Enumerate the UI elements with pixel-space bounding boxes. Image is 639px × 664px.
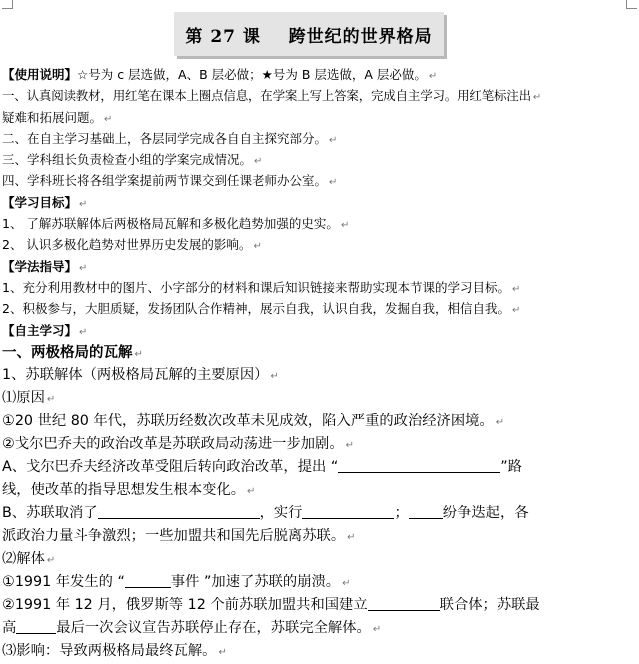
paragraph-mark-icon: ↵ bbox=[253, 241, 262, 253]
fill-line: 派政治力量斗争激烈；一些加盟共和国先后脱离苏联。 ↵ bbox=[2, 527, 356, 544]
fill-blank[interactable] bbox=[302, 504, 394, 519]
paragraph-mark-icon: ↵ bbox=[254, 156, 263, 168]
document-body bbox=[2, 64, 636, 663]
goals-header-line bbox=[2, 192, 636, 213]
fill-line: 高 最后一次会议宣告苏联停止存在，苏联完全解体。 ↵ bbox=[2, 619, 382, 636]
paragraph-mark-icon: ↵ bbox=[329, 177, 338, 189]
paragraph-mark-icon: ↵ bbox=[345, 439, 355, 451]
page-corner-mark-right bbox=[626, 0, 637, 9]
paragraph-mark-icon: ↵ bbox=[79, 326, 88, 338]
usage-item: 一、认真阅读教材，用红笔在课本上圈点信息，在学案上写上答案，完成自主学习。用红笔标注出 ↵ bbox=[2, 88, 542, 104]
paragraph-mark-icon: ↵ bbox=[104, 113, 113, 125]
goals-header: 【学习目标】 bbox=[2, 194, 78, 210]
usage-item: 二、在自主学习基础上，各层同学完成各自自主探究部分。 ↵ bbox=[2, 130, 338, 146]
usage-header: 【使用说明】 bbox=[2, 67, 78, 82]
fill-blank[interactable] bbox=[16, 619, 56, 634]
fill-line: ①1991 年发生的 “ 事件 ”加速了苏联的崩溃。 ↵ bbox=[2, 573, 351, 590]
paragraph-mark-icon: ↵ bbox=[270, 370, 279, 382]
self-study-header: 【自主学习】 bbox=[2, 322, 78, 338]
paragraph-mark-icon: ↵ bbox=[46, 393, 56, 405]
fill-line: A、戈尔巴乔夫经济改革受阻后转向政治改革，提出 “ ”路 bbox=[2, 458, 522, 475]
cause-line: ②戈尔巴乔夫的政治改革是苏联政局动荡进一步加剧。 ↵ bbox=[2, 435, 355, 452]
goal-item: 2、 认识多极化趋势对世界历史发展的影响。 ↵ bbox=[2, 237, 262, 253]
paragraph-mark-icon: ↵ bbox=[342, 577, 351, 589]
usage-header-line bbox=[2, 64, 636, 85]
paragraph-mark-icon: ↵ bbox=[532, 92, 542, 104]
fill-blank[interactable] bbox=[368, 596, 440, 611]
paragraph-mark-icon: ↵ bbox=[340, 220, 350, 232]
usage-item: 三、学科组长负责检查小组的学案完成情况。 ↵ bbox=[2, 152, 263, 168]
lesson-title: 第 27 课 跨世纪的世界格局 bbox=[185, 26, 433, 47]
guide-header: 【学法指导】 bbox=[2, 258, 78, 274]
usage-item: 四、学科班长将各组学案提前两节课交到任课老师办公室。 ↵ bbox=[2, 173, 338, 189]
guide-header-line bbox=[2, 256, 636, 277]
paragraph-mark-icon: ↵ bbox=[329, 134, 338, 146]
impact-line: ⑶影响：导致两极格局最终瓦解。 ↵ bbox=[2, 642, 227, 659]
paragraph-mark-icon: ↵ bbox=[347, 531, 356, 543]
fill-blank[interactable] bbox=[338, 458, 500, 473]
paragraph-mark-icon: ↵ bbox=[372, 623, 382, 635]
paragraph-mark-icon: ↵ bbox=[46, 554, 56, 566]
lesson-title-box bbox=[174, 12, 444, 56]
section-title: 一、两极格局的瓦解 bbox=[2, 343, 133, 361]
cause-label-line: ⑴原因 ↵ bbox=[2, 389, 56, 406]
usage-header-rest: ☆号为 c 层选做，A、B 层必做；★号为 B 层选做，A 层必做。 bbox=[77, 67, 427, 82]
goal-item: 1、 了解苏联解体后两极格局瓦解和多极化趋势加强的史实。 ↵ bbox=[2, 216, 350, 232]
dissolution-label-line: ⑵解体 ↵ bbox=[2, 550, 56, 567]
cause-line: ①20 世纪 80 年代，苏联历经数次改革未见成效，陷入严重的政治经济困境。 ↵ bbox=[2, 412, 505, 429]
paragraph-mark-icon: ↵ bbox=[247, 485, 256, 497]
paragraph-mark-icon: ↵ bbox=[511, 283, 521, 295]
guide-item: 1、充分利用教材中的图片、小字部分的材料和课后知识链接来帮助实现本节课的学习目标。 ↵ bbox=[2, 279, 521, 295]
paragraph-mark-icon: ↵ bbox=[495, 416, 505, 428]
paragraph-mark-icon: ↵ bbox=[79, 262, 88, 274]
guide-item: 2、积极参与，大胆质疑，发扬团队合作精神，展示自我，认识自我，发掘自我，相信自我。 ↵ bbox=[2, 301, 521, 317]
fill-line: ②1991 年 12 月，俄罗斯等 12 个前苏联加盟共和国建立 联合体；苏联最 bbox=[2, 596, 540, 613]
self-study-header-line bbox=[2, 320, 636, 341]
paragraph-mark-icon: ↵ bbox=[218, 646, 227, 658]
paragraph-mark-icon: ↵ bbox=[428, 71, 438, 82]
page-corner-mark-left bbox=[2, 0, 13, 9]
paragraph-mark-icon: ↵ bbox=[79, 198, 88, 210]
section-title-line bbox=[2, 341, 636, 364]
fill-line: B、苏联取消了 ，实行 ； 纷争迭起，各 bbox=[2, 504, 529, 521]
fill-line: 线，使改革的指导思想发生根本变化。 ↵ bbox=[2, 481, 256, 498]
fill-blank[interactable] bbox=[125, 573, 171, 588]
paragraph-mark-icon: ↵ bbox=[134, 348, 143, 360]
usage-item: 疑难和拓展问题。 ↵ bbox=[2, 109, 113, 125]
paragraph-mark-icon: ↵ bbox=[511, 305, 521, 317]
fill-blank[interactable] bbox=[98, 504, 260, 519]
fill-blank[interactable] bbox=[409, 504, 443, 519]
point-line: 1、苏联解体（两极格局瓦解的主要原因） ↵ bbox=[2, 366, 279, 383]
